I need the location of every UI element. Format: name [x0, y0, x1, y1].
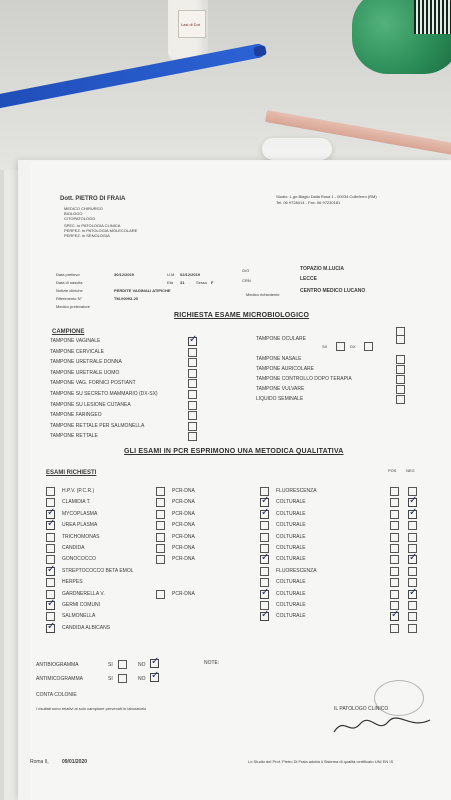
- neg-checkbox[interactable]: [408, 612, 417, 621]
- pcr-checkbox[interactable]: [156, 555, 165, 564]
- label-um: U.M.: [167, 272, 176, 277]
- pos-checkbox[interactable]: [390, 578, 399, 587]
- barcode-icon: [414, 0, 451, 34]
- pcr-checkbox[interactable]: [156, 510, 165, 519]
- campione-left-label: TAMPONE FARINGEO: [50, 412, 102, 419]
- coltura-label: COLTURALE: [276, 613, 306, 620]
- pos-checkbox[interactable]: [390, 590, 399, 599]
- value-sesso: F: [211, 280, 214, 285]
- pcr-checkbox[interactable]: [156, 521, 165, 530]
- exam-name: GONOCOCCO: [62, 556, 96, 563]
- pos-checkbox[interactable]: [390, 624, 399, 633]
- campione-left-label: TAMPONE URETRALE DONNA: [50, 359, 122, 366]
- label-notizie-cliniche: Notizie cliniche: [56, 288, 83, 293]
- exam-name: H.P.V. (P.C.R.): [62, 488, 95, 494]
- campione-right-checkbox[interactable]: [396, 395, 405, 404]
- label-medico-prelevatore: Medico prelevatore: [56, 304, 91, 309]
- pcr-checkbox[interactable]: [156, 544, 165, 553]
- exam-checkbox[interactable]: [46, 533, 55, 542]
- quality-text: Lo Studio del Prof. Pietro Di Fraia adotta il Sistema di qualità certificato UNI EN IS: [248, 759, 394, 764]
- pos-checkbox[interactable]: [390, 487, 399, 496]
- antimicogramma-no-label: NO: [138, 676, 146, 682]
- antibiogramma-label: ANTIBIOGRAMMA: [36, 662, 79, 668]
- exam-name: UREA PLASMA: [62, 522, 98, 529]
- pcr-label: PCR-DNA: [172, 522, 195, 529]
- campione-left-checkbox[interactable]: [188, 379, 197, 388]
- antimicogramma-si-label: SI: [108, 676, 113, 682]
- campione-right-checkbox[interactable]: [396, 327, 405, 336]
- pcr-label: PCR-DNA: [172, 556, 195, 563]
- pcr-checkbox[interactable]: [156, 590, 165, 599]
- coltura-checkbox[interactable]: [260, 567, 269, 576]
- pcr-label: PCR-DNA: [172, 545, 195, 551]
- coltura-label: COLTURALE: [276, 556, 306, 563]
- campione-left-checkbox[interactable]: [188, 422, 197, 431]
- antibiogramma-si-checkbox[interactable]: [118, 660, 127, 669]
- coltura-label: COLTURALE: [276, 590, 306, 597]
- campione-right-label: TAMPONE AURICOLARE: [256, 366, 314, 372]
- clear-object: [262, 138, 332, 160]
- pcr-label: PCR-DNA: [172, 533, 195, 540]
- bottle-label: [178, 10, 206, 38]
- patient-name: TOPAZIO M.LUCIA: [300, 266, 344, 272]
- antimicogramma-no-checkbox[interactable]: [150, 673, 159, 682]
- exam-checkbox[interactable]: [46, 624, 55, 633]
- pos-checkbox[interactable]: [390, 555, 399, 564]
- exam-name: SALMONELLA: [62, 613, 96, 620]
- campione-left-checkbox[interactable]: [188, 358, 197, 367]
- checkbox-sx[interactable]: [336, 342, 345, 351]
- checkbox-dx[interactable]: [364, 342, 373, 351]
- section2-title: GLI ESAMI IN PCR ESPRIMONO UNA METODICA QUALITATIVA: [124, 448, 344, 455]
- neg-header: NEG: [406, 468, 415, 473]
- exam-checkbox[interactable]: [46, 567, 55, 576]
- value-data-prelievo: 30/12/2019: [114, 272, 135, 277]
- pos-checkbox[interactable]: [390, 612, 399, 621]
- doctor-title-1: MEDICO CHIRURGO: [64, 206, 103, 211]
- campione-right-checkbox[interactable]: [396, 375, 405, 384]
- campione-right-checkbox[interactable]: [396, 355, 405, 364]
- section1-title: RICHIESTA ESAME MICROBIOLOGICO: [174, 312, 310, 319]
- antibiogramma-no-label: NO: [138, 662, 146, 668]
- disclaimer: I risultati sono relativi ai solo campione pervenuti in laboratorio: [36, 706, 147, 711]
- exam-checkbox[interactable]: [46, 521, 55, 530]
- antimicogramma-si-checkbox[interactable]: [118, 674, 127, 683]
- bottle-label-text: Lasi di Dot: [181, 22, 200, 27]
- city-label: Roma lì,: [30, 759, 49, 765]
- pos-checkbox[interactable]: [390, 510, 399, 519]
- campione-left-checkbox[interactable]: [188, 401, 197, 410]
- campione-left-checkbox[interactable]: [188, 432, 197, 441]
- campione-right-label: TAMPONE OCULARE: [256, 336, 306, 342]
- campione-left-label: TAMPONE CERVICALE: [50, 348, 104, 355]
- exam-name: STREPTOCOCCO BETA EMOL: [62, 567, 134, 574]
- campione-left-checkbox[interactable]: [188, 411, 197, 420]
- campione-right-label: LIQUIDO SEMINALE: [256, 396, 304, 402]
- pcr-label: PCR-DNA: [172, 488, 195, 494]
- exam-name: HERPES: [62, 579, 83, 586]
- campione-left-label: TAMPONE SU LESIONE CUTANEA: [50, 401, 131, 408]
- campione-left-label: TAMPONE URETRALE UOMO: [50, 369, 120, 376]
- campione-left-checkbox[interactable]: [188, 337, 197, 346]
- value-um: 02/12/2019: [180, 272, 201, 277]
- exam-name: CANDIDA ALBICANS: [62, 624, 111, 631]
- coltura-label: COLTURALE: [276, 602, 306, 608]
- doctor-title-5: PERFEZ. in PATOLOGIA MOLECOLARE: [64, 228, 138, 233]
- campione-left-label: TAMPONE RETTALE: [50, 433, 98, 440]
- campione-right-checkbox[interactable]: [396, 335, 405, 344]
- campione-left-checkbox[interactable]: [188, 348, 197, 357]
- patient-center: CENTRO MEDICO LUCANO: [300, 288, 366, 294]
- pos-checkbox[interactable]: [390, 521, 399, 530]
- exam-name: CLAMIDIA T.: [62, 499, 91, 506]
- exam-checkbox[interactable]: [46, 578, 55, 587]
- neg-checkbox[interactable]: [408, 567, 417, 576]
- coltura-checkbox[interactable]: [260, 521, 269, 530]
- coltura-label: COLTURALE: [276, 510, 306, 517]
- pos-header: POS: [388, 468, 397, 473]
- neg-checkbox[interactable]: [408, 533, 417, 542]
- label-gg: G/G: [242, 268, 250, 273]
- campione-right-label: TAMPONE NASALE: [256, 356, 302, 362]
- section1-subtitle: CAMPIONE: [52, 329, 85, 335]
- campione-right-checkbox[interactable]: [396, 385, 405, 394]
- patient-city: LECCE: [300, 276, 317, 282]
- pos-checkbox[interactable]: [390, 533, 399, 542]
- coltura-checkbox[interactable]: [260, 590, 269, 599]
- exam-name: TRICHOMONAS: [62, 533, 100, 540]
- label-data-nascita: Data di nascita: [56, 280, 83, 285]
- label-medico-richiedente: Medico richiedente: [246, 292, 280, 297]
- coltura-label: FLUORESCENZA: [276, 567, 317, 574]
- pcr-checkbox[interactable]: [156, 498, 165, 507]
- exam-checkbox[interactable]: [46, 544, 55, 553]
- coltura-checkbox[interactable]: [260, 510, 269, 519]
- coltura-label: COLTURALE: [276, 579, 306, 586]
- label-crn: CRN: [242, 278, 251, 283]
- campione-right-checkbox[interactable]: [396, 365, 405, 374]
- label-eta: Età: [167, 280, 174, 285]
- value-notizie-cliniche: PERDITE VAGINALI ATIPICHE: [114, 288, 171, 293]
- report-date: 09/01/2020: [62, 759, 88, 765]
- pcr-checkbox[interactable]: [156, 487, 165, 496]
- exam-name: GERMI COMUNI: [62, 602, 101, 608]
- neg-checkbox[interactable]: [408, 555, 417, 564]
- label-sx: SX: [322, 344, 328, 349]
- doctor-title-3: CITOPATOLOGO: [64, 216, 96, 221]
- doctor-name: Dott. PIETRO DI FRAIA: [60, 196, 126, 202]
- coltura-checkbox[interactable]: [260, 612, 269, 621]
- neg-checkbox[interactable]: [408, 601, 417, 610]
- campione-left-label: TAMPONE VAG. FORNICI POSTIANT: [50, 380, 136, 387]
- campione-right-label: TAMPONE CONTROLLO DOPO TERAPIA: [256, 376, 352, 382]
- pos-checkbox[interactable]: [390, 544, 399, 553]
- value-riferimento: TM-00093-20: [114, 296, 139, 301]
- label-dx: DX: [350, 344, 356, 349]
- label-riferimento: Riferimento N°: [56, 296, 83, 301]
- coltura-label: FLUORESCENZA: [276, 488, 317, 494]
- neg-checkbox[interactable]: [408, 521, 417, 530]
- neg-checkbox[interactable]: [408, 624, 417, 633]
- exam-checkbox[interactable]: [46, 487, 55, 496]
- label-data-prelievo: Data prelievo: [56, 272, 80, 277]
- exam-name: GARDNERELLA V.: [62, 590, 105, 597]
- pos-checkbox[interactable]: [390, 498, 399, 507]
- lab-report: [30, 162, 451, 800]
- campione-left-label: TAMPONE SU SECRETO MAMMARIO (DX-SX): [50, 391, 158, 397]
- coltura-label: COLTURALE: [276, 499, 306, 506]
- campione-left-label: TAMPONE RETTALE PER SALMONELLA: [50, 422, 145, 429]
- conta-colonie-label: CONTA COLONIE: [36, 692, 77, 698]
- pcr-checkbox[interactable]: [156, 533, 165, 542]
- doctor-title-4: SPEC. in PATOLOGIA CLINICA: [64, 223, 121, 228]
- antibiogramma-si-label: SI: [108, 662, 113, 668]
- exam-name: MYCOPLASMA: [62, 510, 98, 517]
- doctor-title-6: PERFEZ. in SENOLOGIA: [64, 233, 110, 238]
- value-eta: 31: [180, 280, 185, 285]
- label-sesso: Sesso: [196, 280, 208, 285]
- coltura-checkbox[interactable]: [260, 533, 269, 542]
- antibiogramma-no-checkbox[interactable]: [150, 659, 159, 668]
- neg-checkbox[interactable]: [408, 510, 417, 519]
- coltura-label: COLTURALE: [276, 545, 306, 551]
- neg-checkbox[interactable]: [408, 590, 417, 599]
- doctor-title-2: BIOLOGO: [64, 211, 83, 216]
- coltura-label: COLTURALE: [276, 533, 306, 540]
- pcr-label: PCR-DNA: [172, 510, 195, 517]
- exam-name: CANDIDA: [62, 545, 85, 551]
- patologo-label: IL PATOLOGO CLINICO: [334, 706, 389, 712]
- pcr-label: PCR-DNA: [172, 590, 195, 597]
- pos-checkbox[interactable]: [390, 567, 399, 576]
- campione-left-checkbox[interactable]: [188, 369, 197, 378]
- signature: [330, 714, 440, 738]
- campione-right-label: TAMPONE VULVARE: [256, 386, 305, 392]
- doctor-phone: Tel. 06 9728414 - Fax. 06 97230181: [276, 200, 341, 205]
- pcr-label: PCR-DNA: [172, 499, 195, 506]
- note-label: NOTE:: [204, 660, 220, 666]
- campione-left-checkbox[interactable]: [188, 390, 197, 399]
- coltura-checkbox[interactable]: [260, 555, 269, 564]
- section2-subtitle: ESAMI RICHIESTI: [46, 470, 97, 476]
- exam-checkbox[interactable]: [46, 601, 55, 610]
- antimicogramma-label: ANTIMICOGRAMMA: [36, 676, 83, 682]
- doctor-address: Studio: L.go Biagio Dalla Rosa 1 - 00034 Colleferro (RM): [276, 194, 377, 199]
- campione-left-label: TAMPONE VAGINALE: [50, 338, 101, 344]
- coltura-label: COLTURALE: [276, 522, 306, 529]
